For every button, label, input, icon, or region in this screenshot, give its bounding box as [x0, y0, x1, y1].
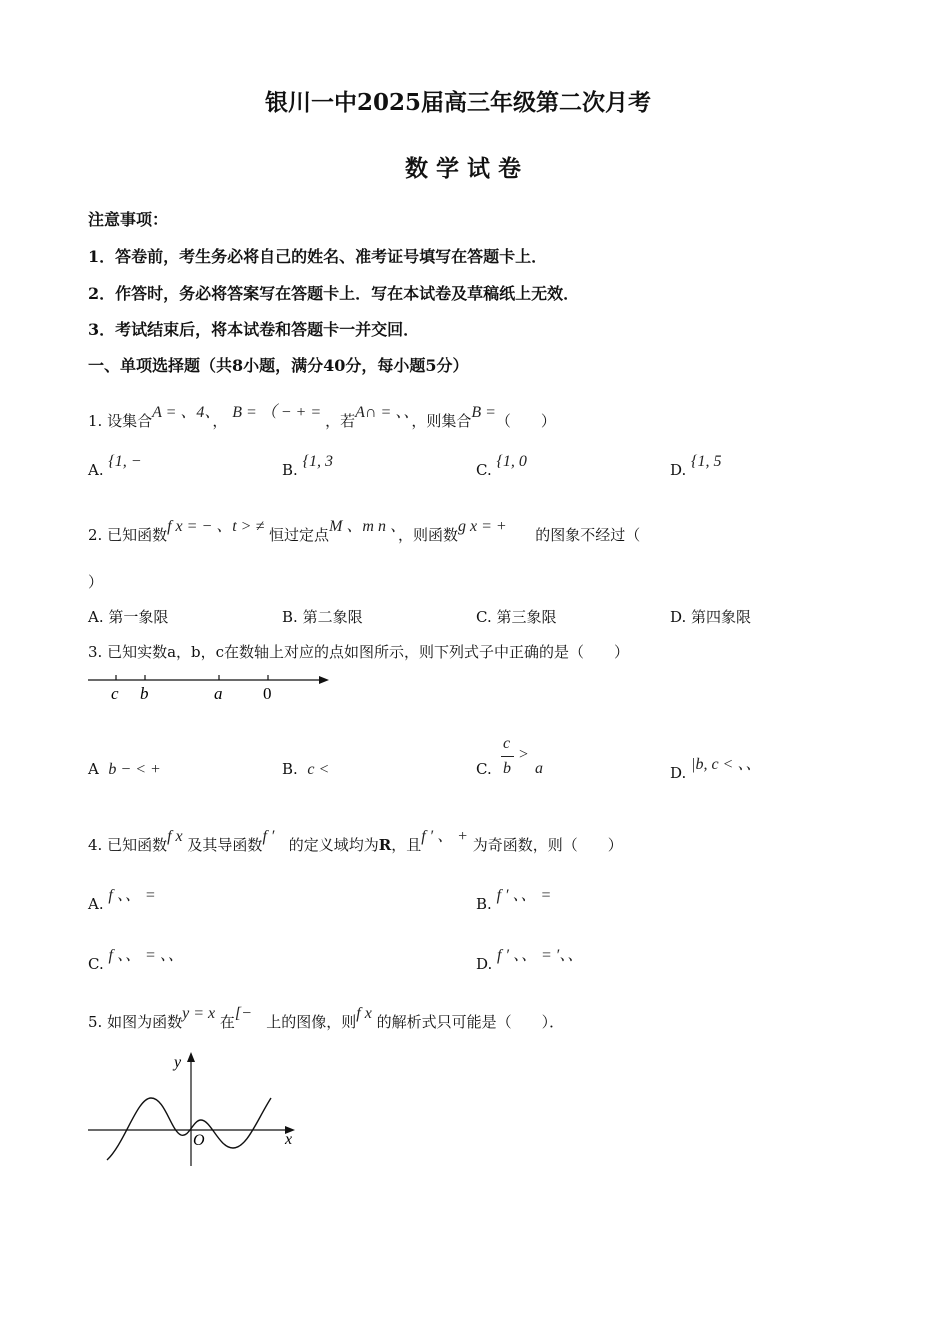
x-axis-label: x — [285, 1131, 293, 1148]
q1-text-5: （ ） — [495, 412, 556, 430]
q1-option-a: A. {1, − — [88, 453, 142, 479]
q3-option-c-label: C. — [476, 760, 492, 778]
q1-math-2: B = （ − + = — [232, 404, 326, 421]
q2-close-paren: ） — [88, 573, 104, 591]
q1-option-b: B. {1, 3 — [282, 453, 333, 479]
q2-math-2: M 、m n 、 — [329, 518, 398, 535]
question-4: 4. 已知函数f x 及其导函数f ′ 的定义域均为R，且f ′ 、 + 为奇函数，则（ ） — [88, 828, 623, 854]
notice-item-2: 2．作答时，务必将答案写在答题卡上．写在本试卷及草稿纸上无效． — [88, 284, 580, 303]
exam-title: 银川一中2025届高三年级第二次月考 — [265, 89, 652, 116]
label-c: c — [111, 684, 119, 703]
q5-math-2: [− — [234, 1005, 252, 1022]
q2-option-d: D. 第四象限 — [670, 608, 752, 626]
q2-math-1: f x = − 、t > ≠ — [167, 518, 265, 535]
notice-item-3: 3．考试结束后，将本试卷和答题卡一并交回． — [88, 320, 420, 339]
q3-option-b: B. c < — [282, 760, 330, 778]
question-1 — [88, 404, 556, 431]
question-3: 3. 已知实数a，b，c在数轴上对应的点如图所示，则下列式子中正确的是（ ） — [88, 643, 630, 661]
q3-option-a: A b − < + — [88, 760, 161, 778]
exam-subtitle: 数 学 试 卷 — [405, 155, 522, 182]
q2-option-a: A. 第一象限 — [88, 608, 169, 626]
label-a: a — [214, 684, 223, 703]
function-curve — [107, 1098, 271, 1160]
question-2: 2. 已知函数f x = − 、t > ≠ 恒过定点M 、m n 、，则函数g x = + 的图象不经过（ — [88, 518, 641, 544]
q4-domain-r: R — [378, 836, 392, 854]
q3-option-c-relation: > — [518, 746, 529, 763]
number-line-arrow — [319, 676, 329, 684]
q1-text-4: ，则集合 — [411, 412, 472, 430]
notice-heading: 注意事项： — [88, 210, 169, 229]
q3-option-c-fraction-bar — [501, 756, 514, 757]
q3-option-c-numerator: c — [503, 735, 511, 752]
label-b: b — [140, 684, 149, 703]
section-heading: 一、单项选择题（共8小题，满分40分，每小题5分） — [88, 356, 469, 375]
y-axis-arrow — [187, 1052, 195, 1062]
q4-option-c: C. f 、、 = 、、 — [88, 947, 184, 973]
q4-option-d: D. f ′ 、、 = ′、、 — [476, 947, 584, 973]
q3-option-c-denominator: b — [503, 760, 511, 777]
q4-math-3: f ′ 、 + — [421, 828, 468, 845]
q4-math-1: f x — [167, 828, 183, 845]
number-line-figure — [85, 668, 335, 708]
q2-option-b: B. 第二象限 — [282, 608, 363, 626]
notice-item-1: 1．答卷前，考生务必将自己的姓名、准考证号填写在答题卡上． — [88, 247, 548, 266]
q5-math-1: y = x — [182, 1005, 216, 1022]
q4-math-2: f ′ — [262, 828, 275, 845]
q1-option-d: D. {1, 5 — [670, 453, 722, 479]
label-0: 0 — [263, 684, 272, 703]
q2-math-3: g x = + — [457, 518, 507, 535]
q1-text-2: ， — [212, 412, 228, 430]
y-axis-label: y — [174, 1054, 182, 1071]
origin-label: O — [193, 1132, 205, 1149]
q4-option-b: B. f ′ 、、 = — [476, 887, 552, 913]
q1-math-1: A = 、4、 — [152, 404, 213, 421]
q4-option-a: A. f 、、 = — [88, 887, 156, 913]
q1-math-4: B = — [471, 404, 496, 421]
q3-option-d: D. |b, c < 、、 — [670, 756, 762, 782]
q1-text-3: ，若 — [325, 412, 356, 430]
q1-option-c: C. {1, 0 — [476, 453, 527, 479]
q3-option-c-rhs: a — [535, 760, 543, 777]
q1-text-1: 1. 设集合 — [88, 412, 153, 430]
q5-math-3: f x — [356, 1005, 372, 1022]
question-5: 5. 如图为函数y = x 在[− 上的图像，则f x 的解析式只可能是（ ）． — [88, 1005, 565, 1031]
function-graph-figure — [85, 1048, 305, 1168]
q2-option-c: C. 第三象限 — [476, 608, 557, 626]
q1-math-3: A∩ = 、、 — [355, 404, 412, 421]
